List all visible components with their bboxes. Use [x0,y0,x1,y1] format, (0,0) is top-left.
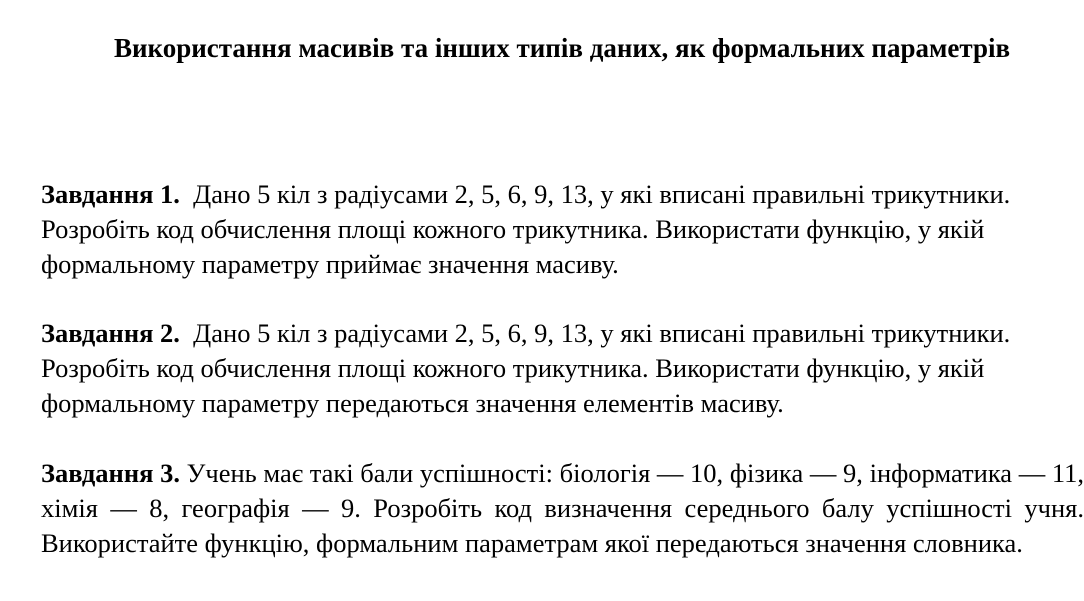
task-3 [41,456,1084,561]
task-2-text: Дано 5 кіл з радіусами 2, 5, 6, 9, 13, у які вписані правильні трикутники. Розробіть код обчислення площі кожного трикутника. Використати функцію, у якій формальному параметру передаються значення елементів масиву. [41,318,1011,418]
task-1-label: Завдання 1. [41,179,180,209]
task-1-text: Дано 5 кіл з радіусами 2, 5, 6, 9, 13, у які вписані правильні трикутники. Розробіть код обчислення площі кожного трикутника. Використати функцію, у якій формальному параметру приймає значення масиву. [41,179,1011,279]
task-3-label: Завдання 3. [41,458,180,488]
task-1 [41,177,1084,282]
page-title: Використання масивів та інших типів даних, як формальних параметрів [113,33,1011,63]
task-3-text: Учень має такі бали успішності: біологія — 10, фізика — 9, інформатика — 11, хімія — 8, географія — 9. Розробіть код визначення середнього балу успішності учня. Використайте функцію, формальним параметрам якої передаються значення словника. [41,458,1084,558]
task-2-label: Завдання 2. [41,318,180,348]
task-2 [41,316,1084,421]
